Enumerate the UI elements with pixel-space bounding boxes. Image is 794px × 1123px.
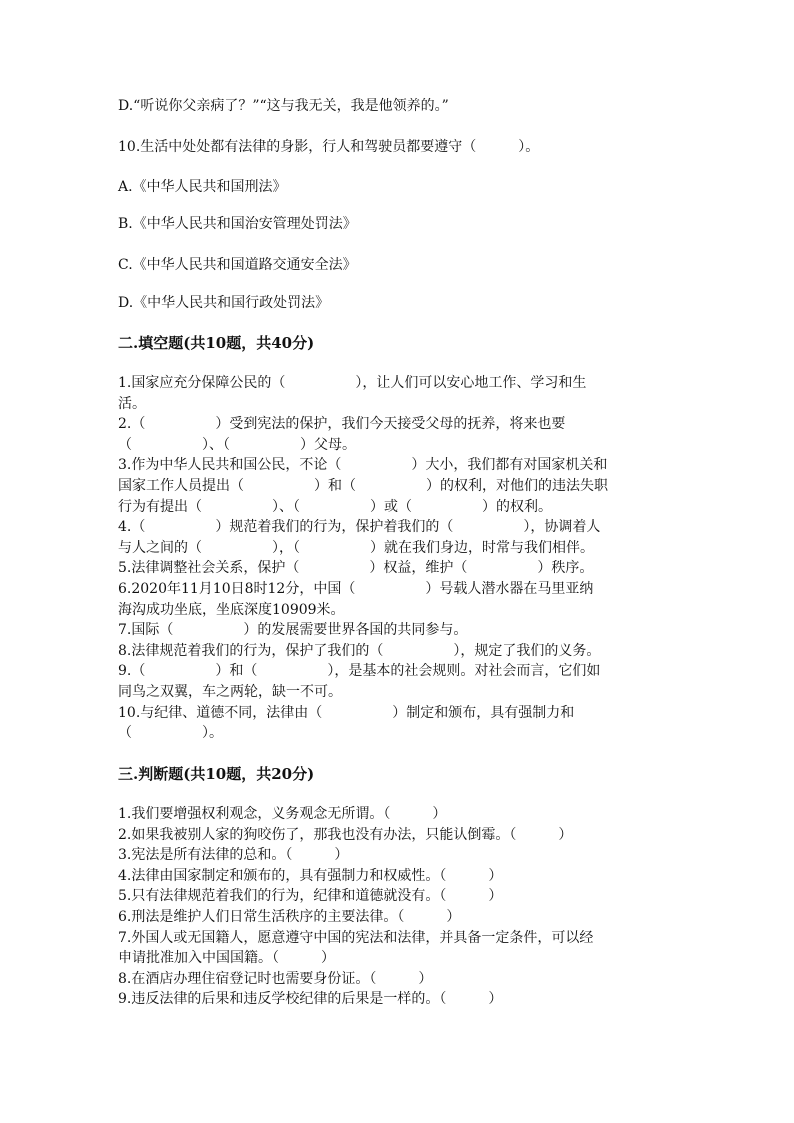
section2-line: （ ）、（ ）父母。 (118, 436, 356, 453)
section3-line: 2.如果我被别人家的狗咬伤了，那我也没有办法，只能认倒霉。（ ） (118, 826, 573, 843)
section3-line: 3.宪法是所有法律的总和。（ ） (118, 847, 349, 864)
section2-line: 国家工作人员提出（ ）和（ ）的权利，对他们的违法失职 (118, 477, 608, 494)
section2-line: 2.（ ）受到宪法的保护，我们今天接受父母的抚养，将来也要 (118, 416, 566, 433)
section2-line: 海沟成功坐底，坐底深度10909米。 (118, 601, 345, 618)
q10-option-d: D.《中华人民共和国行政处罚法》 (118, 295, 330, 311)
section2-line: （ ）。 (118, 725, 223, 742)
q10-option-a: A.《中华人民共和国刑法》 (118, 179, 287, 195)
q10-option-b: B.《中华人民共和国治安管理处罚法》 (118, 216, 357, 232)
section3-line: 8.在酒店办理住宿登记时也需要身份证。（ ） (118, 970, 433, 987)
section3-line: 9.违反法律的后果和违反学校纪律的后果是一样的。（ ） (118, 991, 503, 1008)
section3-line: 6.刑法是维护人们日常生活秩序的主要法律。（ ） (118, 908, 461, 925)
section3-line: 5.只有法律规范着我们的行为，纪律和道德就没有。（ ） (118, 888, 503, 905)
section3-questions (118, 804, 678, 1010)
section3-line: 4.法律由国家制定和颁布的，具有强制力和权威性。（ ） (118, 867, 503, 884)
section3-heading: 三.判断题(共10题，共20分) (118, 765, 315, 783)
section2-questions (118, 373, 678, 744)
section2-line: 6.2020年11月10日8时12分，中国（ ）号载人潜水器在马里亚纳 (118, 580, 594, 597)
section3-line: 1.我们要增强权利观念，义务观念无所谓。（ ） (118, 806, 447, 822)
q9-option-d: D.“听说你父亲病了？”“这与我无关，我是他领养的。” (118, 98, 449, 114)
q10-option-c: C.《中华人民共和国道路交通安全法》 (118, 257, 357, 273)
section3-line: 申请批准加入中国国籍。（ ） (118, 950, 335, 967)
section2-line: 行为有提出（ ）、（ ）或（ ）的权利。 (118, 498, 552, 515)
section2-line: 4.（ ）规范着我们的行为，保护着我们的（ ），协调着人 (118, 519, 601, 536)
section2-line: 与人之间的（ ），（ ）就在我们身边，时常与我们相伴。 (118, 539, 594, 556)
q10-stem: 10.生活中处处都有法律的身影，行人和驾驶员都要遵守（ ）。 (118, 139, 540, 155)
section2-line: 8.法律规范着我们的行为，保护了我们的（ ），规定了我们的义务。 (118, 642, 601, 659)
section2-line: 1.国家应充分保障公民的（ ），让人们可以安心地工作、学习和生 (118, 375, 587, 391)
section2-line: 同鸟之双翼，车之两轮，缺一不可。 (118, 683, 342, 700)
section2-line: 活。 (118, 395, 146, 412)
section2-heading: 二.填空题(共10题，共40分) (118, 334, 315, 352)
section2-line: 7.国际（ ）的发展需要世界各国的共同参与。 (118, 622, 468, 639)
section2-line: 10.与纪律、道德不同，法律由（ ）制定和颁布，具有强制力和 (118, 704, 575, 721)
section2-line: 9.（ ）和（ ），是基本的社会规则。对社会而言，它们如 (118, 663, 601, 680)
section2-line: 5.法律调整社会关系，保护（ ）权益，维护（ ）秩序。 (118, 560, 594, 577)
section3-line: 7.外国人或无国籍人，愿意遵守中国的宪法和法律，并具备一定条件，可以经 (118, 929, 594, 946)
section2-line: 3.作为中华人民共和国公民，不论（ ）大小，我们都有对国家机关和 (118, 457, 608, 474)
